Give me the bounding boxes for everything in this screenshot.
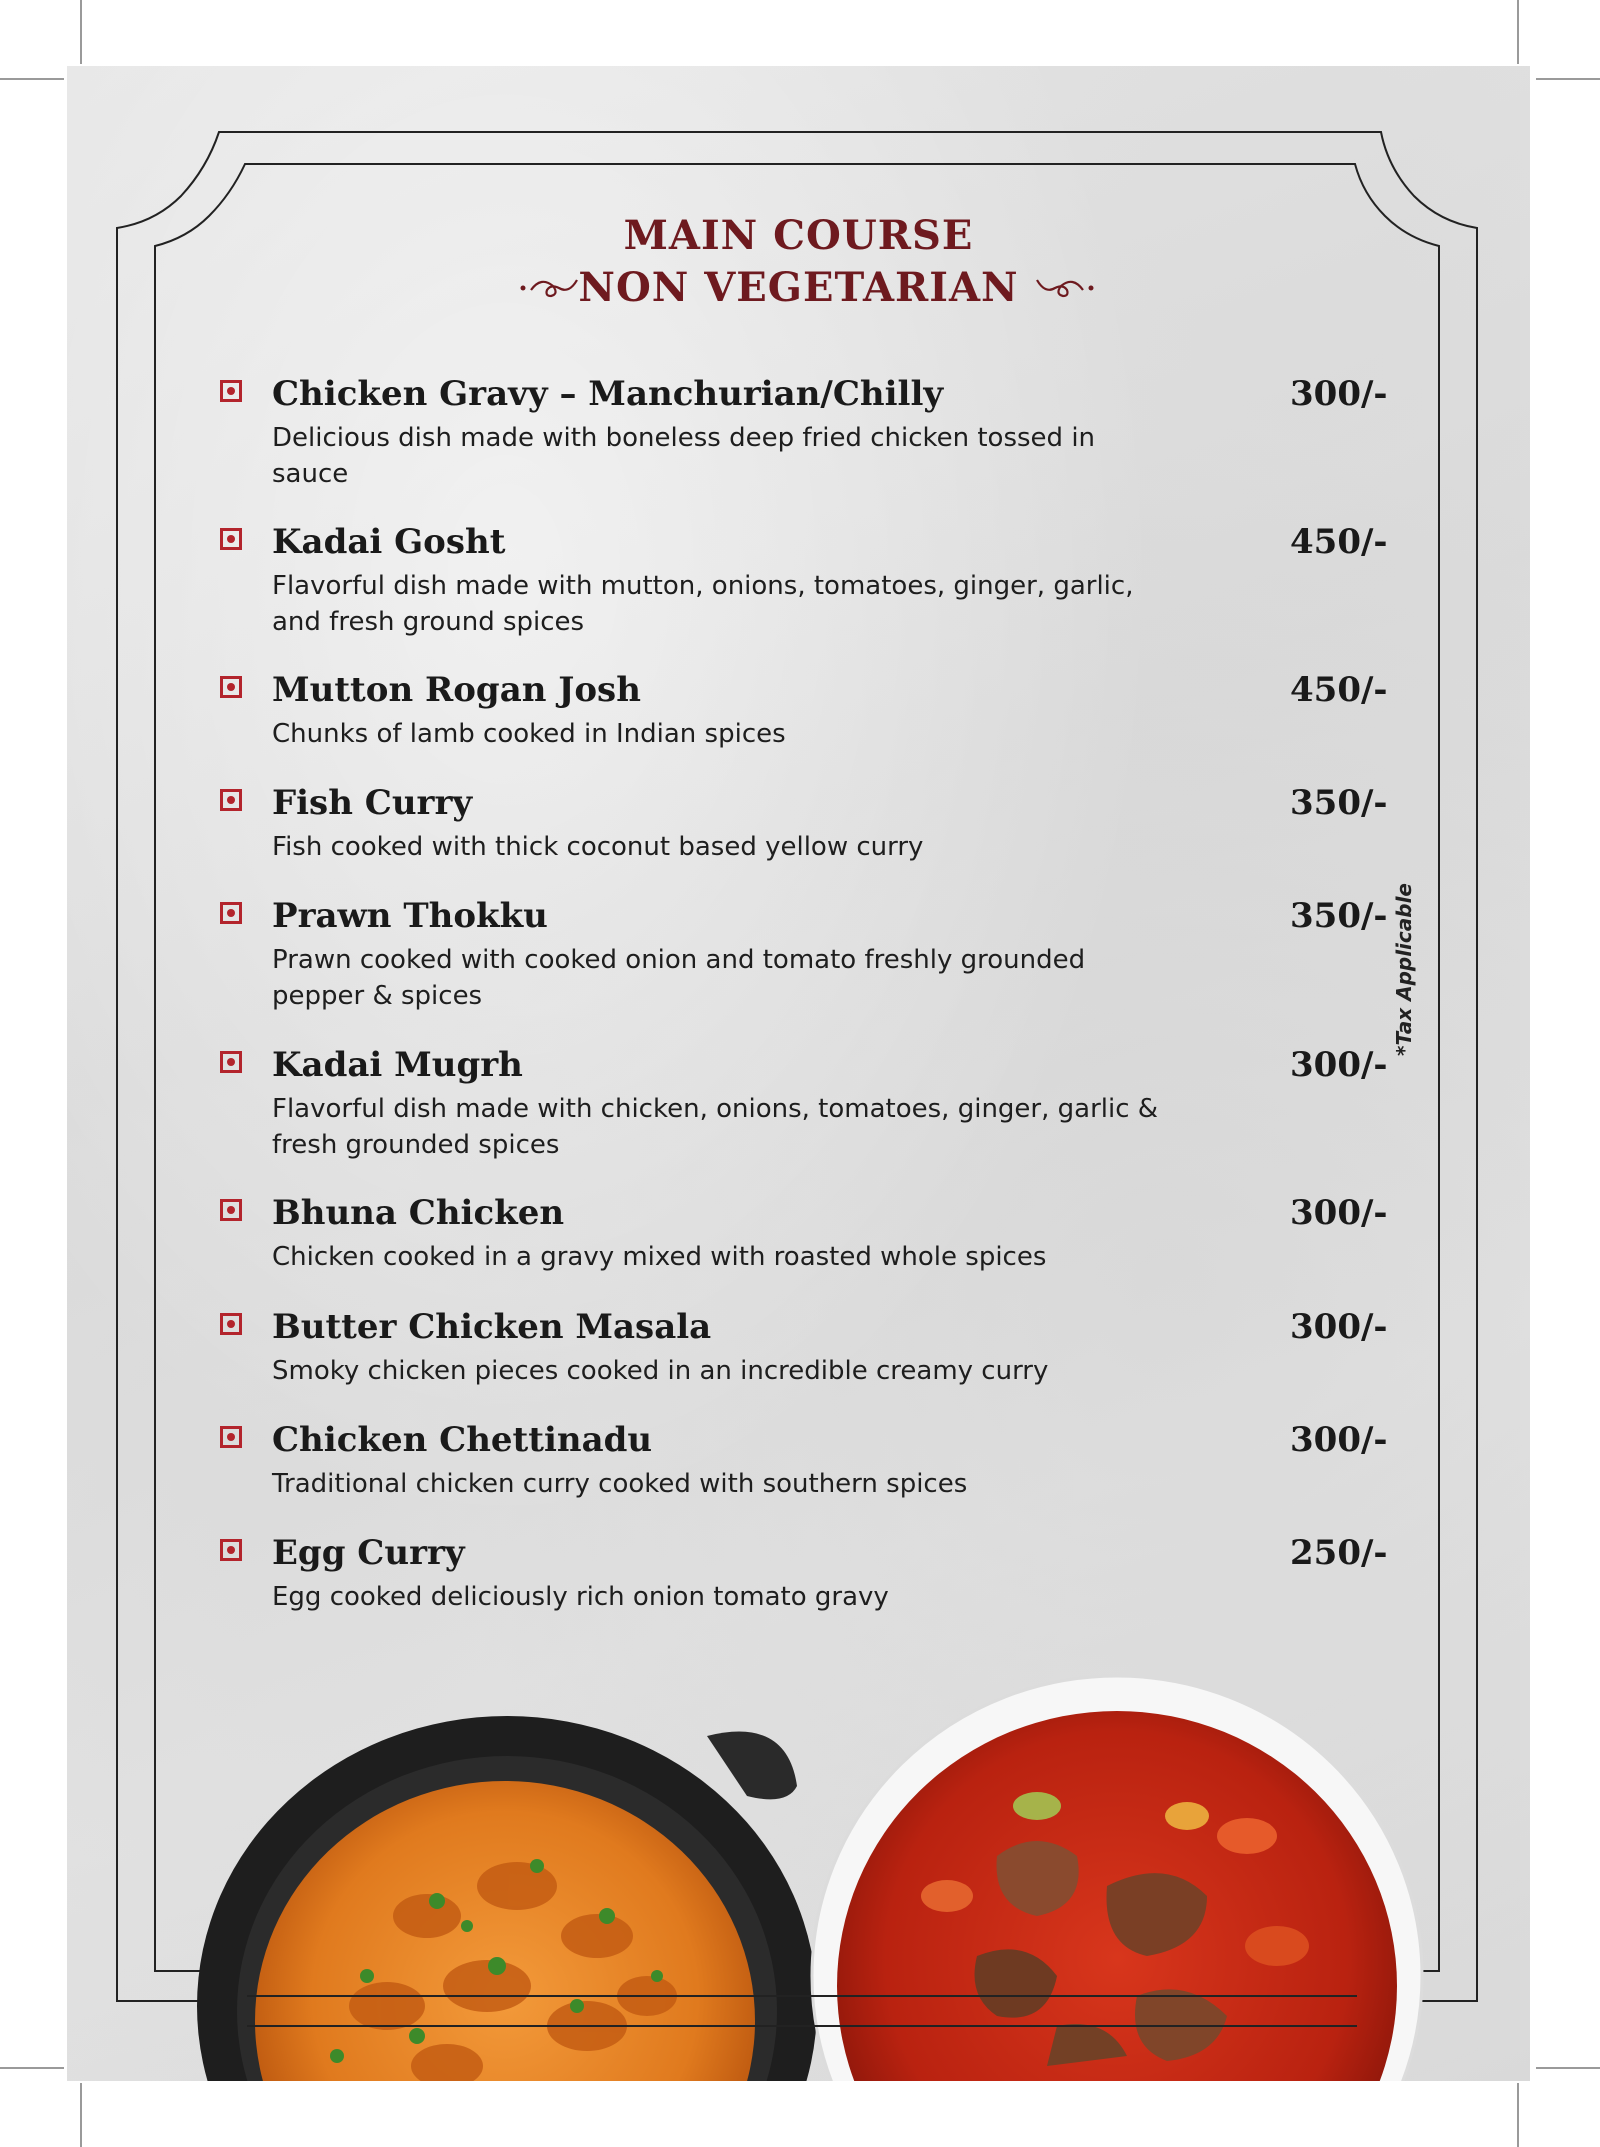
item-name: Bhuna Chicken	[272, 1193, 565, 1233]
item-name: Fish Curry	[272, 783, 473, 823]
swirl-ornament-icon	[1027, 266, 1097, 306]
item-name: Butter Chicken Masala	[272, 1307, 712, 1347]
item-name: Chicken Gravy – Manchurian/Chilly	[272, 374, 944, 414]
crop-mark	[1517, 2083, 1519, 2147]
item-price: 350/-	[1290, 896, 1388, 936]
square-dot-icon	[220, 1539, 242, 1561]
square-dot-icon	[220, 789, 242, 811]
item-price: 300/-	[1290, 1193, 1388, 1233]
square-dot-icon	[220, 1426, 242, 1448]
item-price: 300/-	[1290, 1045, 1388, 1085]
item-price: 450/-	[1290, 670, 1388, 710]
crop-mark	[80, 2083, 82, 2147]
butter-chicken-pan-image	[187, 1676, 827, 2081]
crop-mark	[0, 2067, 64, 2069]
square-dot-icon	[220, 1051, 242, 1073]
item-name: Prawn Thokku	[272, 896, 548, 936]
square-dot-icon	[220, 676, 242, 698]
item-description: Delicious dish made with boneless deep fried chicken tossed in sauce	[272, 423, 1096, 489]
crop-mark	[0, 78, 64, 80]
item-price: 250/-	[1290, 1533, 1388, 1573]
crop-mark	[1536, 78, 1600, 80]
crop-mark	[1517, 0, 1519, 64]
item-description: Flavorful dish made with mutton, onions, tomatoes, ginger, garlic, and fresh ground spices	[272, 571, 1134, 637]
item-name: Kadai Gosht	[272, 522, 506, 562]
item-description: Flavorful dish made with chicken, onions, tomatoes, ginger, garlic & fresh grounded spices	[272, 1094, 1159, 1160]
item-description: Chicken cooked in a gravy mixed with roasted whole spices	[272, 1242, 1047, 1272]
red-curry-bowl-image	[807, 1656, 1507, 2081]
item-name: Kadai Mugrh	[272, 1045, 523, 1085]
page-title: MAIN COURSE	[623, 212, 974, 259]
item-description: Chunks of lamb cooked in Indian spices	[272, 719, 786, 749]
tax-note: *Tax Applicable	[1392, 883, 1416, 1056]
crop-mark	[1536, 2067, 1600, 2069]
item-price: 300/-	[1290, 1420, 1388, 1460]
item-description: Traditional chicken curry cooked with southern spices	[272, 1469, 968, 1499]
item-price: 450/-	[1290, 522, 1388, 562]
item-description: Fish cooked with thick coconut based yellow curry	[272, 832, 924, 862]
item-name: Chicken Chettinadu	[272, 1420, 653, 1460]
item-description: Prawn cooked with cooked onion and tomato freshly grounded pepper & spices	[272, 945, 1086, 1011]
square-dot-icon	[220, 1199, 242, 1221]
crop-mark	[80, 0, 82, 64]
page-subtitle: NON VEGETARIAN	[578, 264, 1019, 311]
item-name: Egg Curry	[272, 1533, 465, 1573]
square-dot-icon	[220, 1313, 242, 1335]
swirl-ornament-icon	[517, 266, 587, 306]
item-price: 300/-	[1290, 374, 1388, 414]
square-dot-icon	[220, 902, 242, 924]
item-description: Egg cooked deliciously rich onion tomato gravy	[272, 1582, 889, 1612]
menu-page	[67, 66, 1530, 2081]
square-dot-icon	[220, 380, 242, 402]
item-description: Smoky chicken pieces cooked in an incredible creamy curry	[272, 1356, 1049, 1386]
item-name: Mutton Rogan Josh	[272, 670, 641, 710]
item-price: 350/-	[1290, 783, 1388, 823]
item-price: 300/-	[1290, 1307, 1388, 1347]
square-dot-icon	[220, 528, 242, 550]
